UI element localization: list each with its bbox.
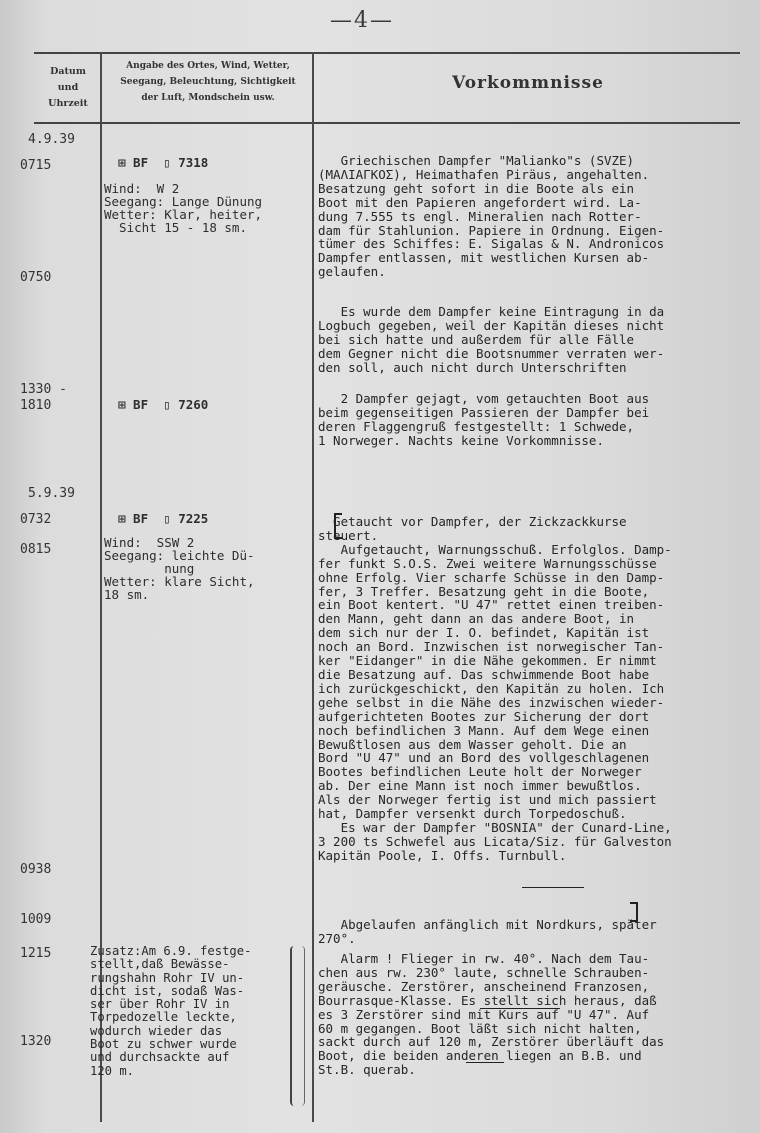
time-entry: 0815 [20, 542, 52, 557]
handwritten-margin-line [290, 946, 305, 1106]
date-entry: 5.9.39 [28, 486, 75, 501]
time-entry: 0750 [20, 270, 52, 285]
event-entry: Alarm ! Flieger in rw. 40°. Nach dem Tau- chen aus rw. 230° laute, schnelle Schrauben- geräusche. Zerstörer, anscheinend Franzosen, Bourrasque-Klasse. Es stellt sich heraus, daß es 3 Zerstörer sind mit Kurs auf "U 47". Auf 60 m gegangen. Boot läßt sich nicht halten, sackt durch auf 120 m, Zerstörer überläuft das Boot, die beiden anderen liegen an B.B. und St.B. querab. [318, 951, 665, 1078]
time-entry: 1215 [20, 946, 52, 961]
header-rule [34, 122, 740, 124]
header-place-line: Seegang, Beleuchtung, Sichtigkeit [120, 77, 296, 87]
header-place-column [106, 58, 310, 106]
supplement-note: Zusatz:Am 6.9. festge- stellt,daß Bewässe- rungshahn Rohr IV un- dicht ist, sodaß Was- ser über Rohr IV in Torpedozelle leckte, wodurch wieder das Boot zu schwer wurde und durchsackte auf 120 m. [90, 944, 252, 1078]
header-date-line: und [57, 82, 79, 93]
header-place-line: der Luft, Mondschein usw. [141, 93, 275, 103]
time-entry: 0715 [20, 158, 52, 173]
header-events-column: Vorkommnisse [452, 73, 604, 93]
time-entry: 1320 [20, 1034, 52, 1049]
event-entry: Getaucht vor Dampfer, der Zickzackkurse steuert. Aufgetaucht, Warnungsschuß. Erfolglos. Damp- fer funkt S.O.S. Zwei weitere Warnungsschüsse ohne Erfolg. Vier scharfe Schüsse in den Damp- fer, 3 Treffer. Besatzung geht in die Boote, ein Boot kentert. "U 47" rettet einen treiben- den Mann, geht dann an das andere Boot, in dem sich nur der I. O. befindet, Kapitän ist noch an Bord. Inzwischen ist norwegischer Tan- ker "Eidanger" in die Nähe gekommen. Er nimmt die Besatzung auf. Das schwimmende Boot habe ich zurückgeschickt, den Kapitän zu holen. Ich gehe selbst in die Nähe des inzwischen wieder- aufgerichteten Bootes zur Sicherung der dort noch befindlichen 3 Mann. Auf dem Wege einen Bewußtlosen aus dem Wasser geholt. Die an Bord "U 47" und an Bord des vollgeschlagenen Bootes befindlichen Leute holt der Norweger ab. Der eine Mann ist noch immer bewußtlos. Als der Norweger fertig ist und mich passiert hat, Dampfer versenkt durch Torpedoschuß. Es war der Dampfer "BOSNIA" der Cunard-Line, 3 200 ts Schwefel aus Licata/Siz. für Galveston Kapitän Poole, I. Offs. Turnbull. [318, 514, 672, 863]
header-date-line: Uhrzeit [48, 98, 88, 109]
time-entry: 0938 [20, 862, 52, 877]
position-grid-entry: ⊞ BF ▯ 7260 [118, 397, 209, 412]
event-entry: Griechischen Dampfer "Malianko"s (SVZE) (MAΛIAΓKOΣ), Heimathafen Piräus, angehalten. Besatzung geht sofort in die Boote als ein Boot mit den Papieren angefordert wird. La- dung 7.555 ts engl. Mineralien nach Rotter- dam für Stahlunion. Papiere in Ordnung. Eigen- tümer des Schiffes: E. Sigalas & N. Andronicos Dampfer entlassen, mit westlichen Kursen ab- gelaufen. [318, 153, 665, 280]
position-grid-entry: ⊞ BF ▯ 7225 [118, 511, 209, 526]
handwritten-underline [466, 1062, 504, 1063]
date-entry: 4.9.39 [28, 132, 75, 147]
handwritten-bracket-open [334, 513, 342, 539]
time-entry: 1810 [20, 398, 52, 413]
handwritten-underline [480, 1008, 560, 1009]
event-entry: 2 Dampfer gejagt, vom getauchten Boot aus beim gegenseitigen Passieren der Dampfer bei deren Flaggengruß festgestellt: 1 Schwede, 1 Norweger. Nachts keine Vorkommnisse. [318, 391, 650, 448]
time-entry: 1009 [20, 912, 52, 927]
event-entry: Abgelaufen anfänglich mit Nordkurs, später 270°. [318, 917, 657, 946]
weather-entry: Wind: W 2 Seegang: Lange Dünung Wetter: Klar, heiter, Sicht 15 - 18 sm. [104, 181, 263, 235]
time-entry: 0732 [20, 512, 52, 527]
top-rule [34, 52, 740, 54]
position-grid-entry: ⊞ BF ▯ 7318 [118, 155, 209, 170]
handwritten-bracket-close [630, 902, 638, 922]
weather-entry: Wind: SSW 2 Seegang: leichte Dü- nung Wetter: klare Sicht, 18 sm. [104, 535, 255, 602]
header-date-line: Datum [50, 66, 86, 77]
header-place-line: Angabe des Ortes, Wind, Wetter, [126, 61, 290, 71]
column-divider-2 [312, 52, 314, 1122]
header-date-column [36, 64, 100, 112]
event-entry: Es wurde dem Dampfer keine Eintragung in da Logbuch gegeben, weil der Kapitän dieses nicht bei sich hatte und außerdem für alle Fälle dem Gegner nicht die Bootsnummer verraten wer- den soll, auch nicht durch Unterschriften [318, 304, 665, 375]
handwritten-underline [522, 887, 584, 888]
page-number: —4— [330, 8, 394, 33]
time-entry: 1330 - [20, 382, 67, 397]
